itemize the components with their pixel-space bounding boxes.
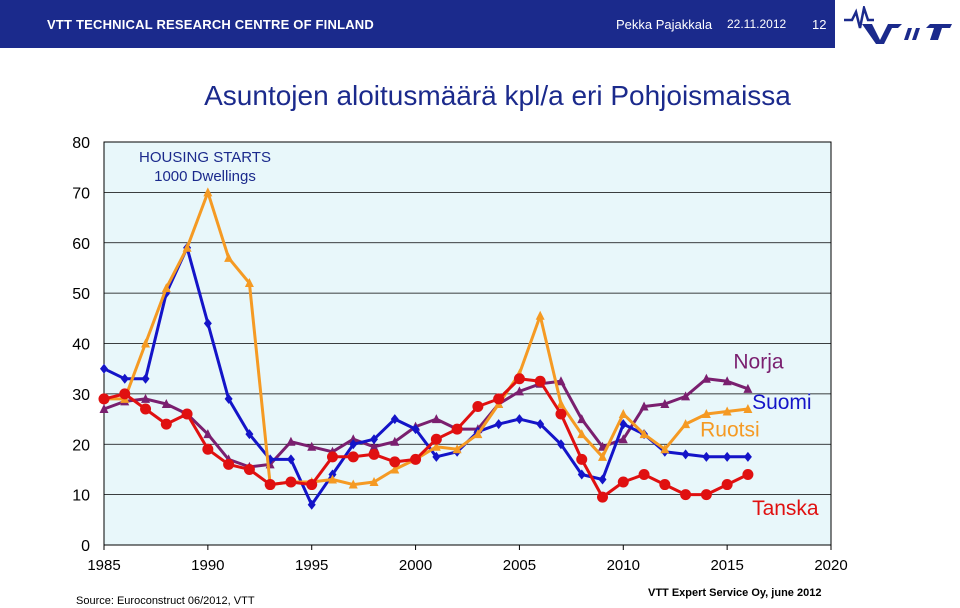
service-note: VTT Expert Service Oy, june 2012 [648,587,822,599]
data-point [223,459,234,470]
data-point [244,464,255,475]
data-point [639,469,650,480]
data-point [680,489,691,500]
data-point [493,393,504,404]
data-point [389,456,400,467]
data-point [722,479,733,490]
data-point [535,376,546,387]
header-org: VTT TECHNICAL RESEARCH CENTRE OF FINLAND [47,17,374,32]
data-point [597,492,608,503]
x-tick-label: 2020 [814,557,848,574]
y-tick-label: 30 [72,386,90,404]
data-point [265,479,276,490]
data-point [202,444,213,455]
data-point [410,454,421,465]
data-point [555,409,566,420]
x-tick-label: 1995 [295,557,329,574]
x-tick-label: 1985 [87,557,121,574]
y-tick-label: 80 [72,135,90,152]
x-tick-label: 2000 [398,557,433,574]
data-point [306,479,317,490]
y-tick-label: 20 [72,437,90,455]
inner-title-line-2: 1000 Dwellings [154,168,256,185]
header-author: Pekka Pajakkala [616,17,713,32]
slide-title: Asuntojen aloitusmäärä kpl/a eri Pohjoismaissa [204,80,791,111]
x-tick-label: 2015 [710,557,744,574]
x-tick-label: 2005 [502,557,537,574]
x-tick-label: 2010 [606,557,640,574]
data-point [659,479,670,490]
y-tick-label: 70 [72,185,90,203]
data-point [701,489,712,500]
data-point [119,388,130,399]
series-label-suomi: Suomi [752,390,812,414]
data-point [514,373,525,384]
data-point [327,451,338,462]
data-point [472,401,483,412]
data-point [369,449,380,460]
series-label-ruotsi: Ruotsi [700,418,760,442]
y-tick-label: 10 [72,487,90,505]
y-tick-label: 50 [72,286,90,304]
header-page-number: 12 [812,17,827,32]
data-point [431,434,442,445]
data-point [182,409,193,420]
data-point [452,424,463,435]
y-tick-label: 0 [81,538,90,555]
data-point [140,403,151,414]
data-point [576,454,587,465]
header-date: 22.11.2012 [727,17,787,31]
data-point [618,477,629,488]
source-note: Source: Euroconstruct 06/2012, VTT [76,595,255,607]
y-tick-label: 60 [72,235,90,253]
data-point [99,393,110,404]
y-tick-label: 40 [72,336,90,354]
series-label-norja: Norja [733,350,784,374]
data-point [161,419,172,430]
data-point [285,477,296,488]
x-tick-label: 1990 [191,557,225,574]
data-point [742,469,753,480]
series-label-tanska: Tanska [752,496,819,520]
data-point [348,451,359,462]
inner-title-line-1: HOUSING STARTS [139,149,271,166]
